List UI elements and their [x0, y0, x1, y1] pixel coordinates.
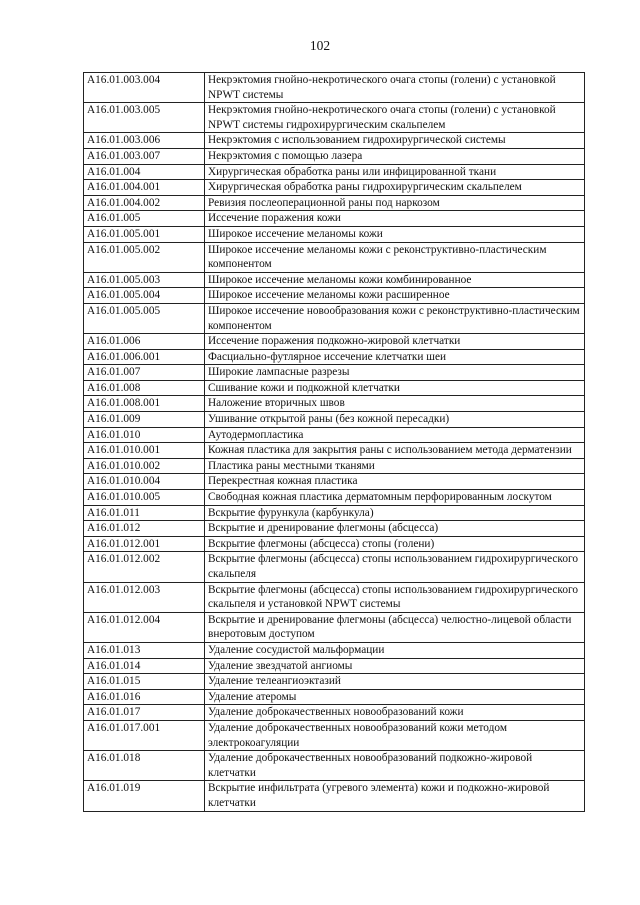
table-row [84, 536, 585, 552]
table-row [84, 490, 585, 506]
procedure-name: Пластика раны местными тканями [205, 458, 585, 474]
procedure-name: Удаление доброкачественных новообразований подкожно-жировой клетчатки [205, 751, 585, 781]
procedure-code: A16.01.010.005 [84, 490, 205, 506]
table-row [84, 164, 585, 180]
table-row [84, 180, 585, 196]
procedure-code: A16.01.004.002 [84, 195, 205, 211]
procedure-code: A16.01.009 [84, 412, 205, 428]
table-row [84, 349, 585, 365]
procedure-name: Вскрытие и дренирование флегмоны (абсцесса) [205, 521, 585, 537]
procedure-name: Некрэктомия с использованием гидрохирургической системы [205, 133, 585, 149]
procedure-name: Хирургическая обработка раны гидрохирургическим скальпелем [205, 180, 585, 196]
procedure-code: A16.01.005.004 [84, 288, 205, 304]
table-row [84, 658, 585, 674]
table-row [84, 642, 585, 658]
procedure-name: Удаление сосудистой мальформации [205, 642, 585, 658]
procedure-name: Широкое иссечение новообразования кожи с реконструктивно-пластическим компонентом [205, 303, 585, 333]
procedure-code: A16.01.004.001 [84, 180, 205, 196]
procedure-name: Некрэктомия с помощью лазера [205, 148, 585, 164]
procedure-code: A16.01.011 [84, 505, 205, 521]
procedure-code: A16.01.003.004 [84, 73, 205, 103]
procedure-code: A16.01.016 [84, 689, 205, 705]
procedure-name: Хирургическая обработка раны или инфицированной ткани [205, 164, 585, 180]
procedure-code: A16.01.019 [84, 781, 205, 811]
procedure-name: Вскрытие флегмоны (абсцесса) стопы (голени) [205, 536, 585, 552]
procedure-code: A16.01.003.007 [84, 148, 205, 164]
table-row [84, 689, 585, 705]
procedure-name: Некрэктомия гнойно-некротического очага стопы (голени) с установкой NPWT системы [205, 73, 585, 103]
procedure-name: Удаление доброкачественных новообразований кожи [205, 705, 585, 721]
table-row [84, 412, 585, 428]
procedure-code: A16.01.012.003 [84, 582, 205, 612]
procedure-name: Вскрытие фурункула (карбункула) [205, 505, 585, 521]
procedure-name: Удаление атеромы [205, 689, 585, 705]
procedure-name: Удаление телеангиоэктазий [205, 674, 585, 690]
table-row [84, 396, 585, 412]
table-row [84, 427, 585, 443]
procedure-code: A16.01.012 [84, 521, 205, 537]
procedure-name: Аутодермопластика [205, 427, 585, 443]
table-row [84, 720, 585, 750]
table-row [84, 334, 585, 350]
table-row [84, 674, 585, 690]
procedure-name: Сшивание кожи и подкожной клетчатки [205, 380, 585, 396]
table-row [84, 751, 585, 781]
procedure-name: Фасциально-футлярное иссечение клетчатки шеи [205, 349, 585, 365]
table-row [84, 73, 585, 103]
table-row [84, 521, 585, 537]
procedure-code: A16.01.005.002 [84, 242, 205, 272]
procedure-code: A16.01.010.004 [84, 474, 205, 490]
table-row [84, 781, 585, 811]
procedure-code: A16.01.005 [84, 211, 205, 227]
procedure-code: A16.01.018 [84, 751, 205, 781]
procedure-name: Некрэктомия гнойно-некротического очага стопы (голени) с установкой NPWT системы гидрохирургическим скальпелем [205, 103, 585, 133]
procedure-name: Широкое иссечение меланомы кожи [205, 226, 585, 242]
procedure-code: A16.01.012.004 [84, 612, 205, 642]
procedure-code: A16.01.014 [84, 658, 205, 674]
table-row [84, 226, 585, 242]
table-row [84, 148, 585, 164]
procedure-code: A16.01.015 [84, 674, 205, 690]
table-row [84, 303, 585, 333]
table-row [84, 552, 585, 582]
procedure-table [83, 72, 585, 812]
procedure-name: Наложение вторичных швов [205, 396, 585, 412]
procedure-code: A16.01.005.005 [84, 303, 205, 333]
procedure-name: Широкое иссечение меланомы кожи с реконструктивно-пластическим компонентом [205, 242, 585, 272]
procedure-code: A16.01.017 [84, 705, 205, 721]
procedure-name: Вскрытие флегмоны (абсцесса) стопы использованием гидрохирургического скальпеля и установкой NPWT системы [205, 582, 585, 612]
procedure-code: A16.01.013 [84, 642, 205, 658]
procedure-code: A16.01.003.006 [84, 133, 205, 149]
procedure-name: Вскрытие инфильтрата (угревого элемента) кожи и подкожно-жировой клетчатки [205, 781, 585, 811]
page-number: 102 [309, 38, 331, 53]
procedure-code: A16.01.012.002 [84, 552, 205, 582]
procedure-name: Вскрытие и дренирование флегмоны (абсцесса) челюстно-лицевой области внеротовым доступом [205, 612, 585, 642]
procedure-name: Удаление доброкачественных новообразований кожи методом электрокоагуляции [205, 720, 585, 750]
procedure-code: A16.01.007 [84, 365, 205, 381]
table-row [84, 458, 585, 474]
procedure-name: Перекрестная кожная пластика [205, 474, 585, 490]
procedure-name: Иссечение поражения кожи [205, 211, 585, 227]
procedure-name: Широкое иссечение меланомы кожи расширенное [205, 288, 585, 304]
procedure-code: A16.01.010.001 [84, 443, 205, 459]
table-row [84, 133, 585, 149]
table-row [84, 443, 585, 459]
procedure-code: A16.01.010.002 [84, 458, 205, 474]
procedure-code: A16.01.006 [84, 334, 205, 350]
procedure-code: A16.01.003.005 [84, 103, 205, 133]
procedure-name: Широкое иссечение меланомы кожи комбинированное [205, 272, 585, 288]
table-row [84, 288, 585, 304]
procedure-name: Вскрытие флегмоны (абсцесса) стопы использованием гидрохирургического скальпеля [205, 552, 585, 582]
procedure-code: A16.01.008 [84, 380, 205, 396]
procedure-name: Удаление звездчатой ангиомы [205, 658, 585, 674]
table-row [84, 582, 585, 612]
table-row [84, 272, 585, 288]
procedure-name: Широкие лампасные разрезы [205, 365, 585, 381]
table-row [84, 612, 585, 642]
procedure-name: Иссечение поражения подкожно-жировой клетчатки [205, 334, 585, 350]
procedure-code: A16.01.005.001 [84, 226, 205, 242]
table-row [84, 242, 585, 272]
table-row [84, 505, 585, 521]
procedure-code: A16.01.006.001 [84, 349, 205, 365]
procedure-code: A16.01.008.001 [84, 396, 205, 412]
table-row [84, 474, 585, 490]
table-row [84, 195, 585, 211]
procedure-name: Ушивание открытой раны (без кожной пересадки) [205, 412, 585, 428]
procedure-table-body [84, 73, 585, 812]
procedure-code: A16.01.017.001 [84, 720, 205, 750]
procedure-name: Ревизия послеоперационной раны под наркозом [205, 195, 585, 211]
table-row [84, 103, 585, 133]
procedure-code: A16.01.012.001 [84, 536, 205, 552]
procedure-code: A16.01.004 [84, 164, 205, 180]
table-row [84, 380, 585, 396]
procedure-code: A16.01.005.003 [84, 272, 205, 288]
table-row [84, 211, 585, 227]
procedure-name: Кожная пластика для закрытия раны с использованием метода дерматензии [205, 443, 585, 459]
procedure-code: A16.01.010 [84, 427, 205, 443]
procedure-name: Свободная кожная пластика дерматомным перфорированным лоскутом [205, 490, 585, 506]
table-row [84, 365, 585, 381]
table-row [84, 705, 585, 721]
